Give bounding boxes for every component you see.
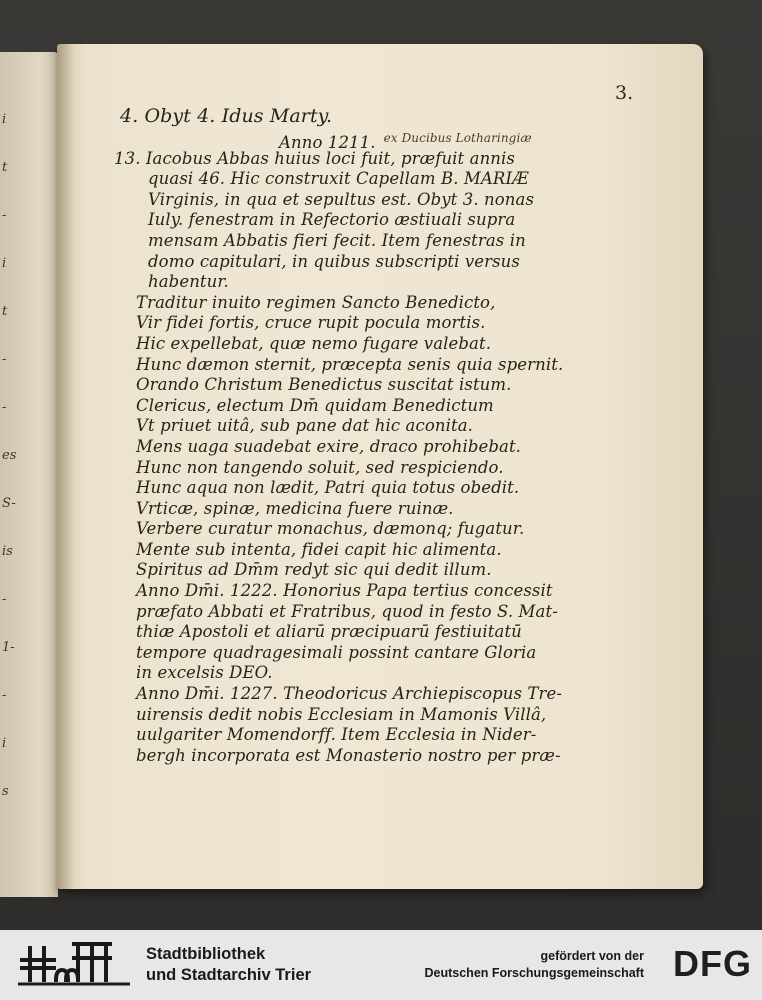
- dfg-logo: DFG: [673, 943, 752, 984]
- institution-line-1: Stadtbibliothek: [146, 945, 266, 963]
- manuscript-line: [114, 149, 694, 170]
- manuscript-line-text: Mente sub intenta, fidei capit hic alimenta.: [136, 539, 502, 559]
- institution-line-2: und Stadtarchiv Trier: [146, 966, 312, 984]
- manuscript-line: [114, 313, 694, 334]
- manuscript-line: [114, 746, 694, 767]
- manuscript-line: [114, 252, 694, 273]
- manuscript-line: [114, 334, 694, 355]
- manuscript-line-text: domo capitulari, in quibus subscripti versus: [148, 251, 520, 271]
- manuscript-line-text: Hunc dæmon sternit, præcepta senis quia spernit.: [136, 354, 564, 374]
- manuscript-line-text: mensam Abbatis fieri fecit. Item fenestras in: [148, 230, 526, 250]
- manuscript-line-text: Virginis, in qua et sepultus est. Obyt 3. nonas: [148, 189, 535, 209]
- manuscript-line: [114, 169, 694, 190]
- manuscript-line-text: 13. Iacobus Abbas huius loci fuit, præfuit annis: [114, 148, 515, 168]
- manuscript-line-text: tempore quadragesimali possint cantare Gloria: [136, 642, 537, 662]
- page-number: 3.: [615, 82, 634, 104]
- manuscript-line-text: quasi 46. Hic construxit Capellam B. MARIÆ: [148, 169, 529, 189]
- left-page-fragment: t: [2, 304, 8, 319]
- manuscript-text: [114, 104, 694, 766]
- manuscript-line: [114, 478, 694, 499]
- manuscript-page: [57, 44, 703, 889]
- manuscript-line-text: Verbere curatur monachus, dæmonq; fugatur.: [136, 519, 525, 539]
- manuscript-line: [114, 272, 694, 293]
- manuscript-line-text: 4. Obyt 4. Idus Marty.: [120, 105, 333, 127]
- left-page-fragment: is: [2, 544, 13, 559]
- manuscript-line-text: uulgariter Momendorff. Item Ecclesia in Nider-: [136, 725, 537, 745]
- left-page-fragment: t: [2, 160, 8, 175]
- manuscript-line: [114, 560, 694, 581]
- funding-line-2: Deutschen Forschungsgemeinschaft: [424, 966, 644, 980]
- manuscript-line: [114, 355, 694, 376]
- manuscript-line: [114, 602, 694, 623]
- manuscript-line-text: Anno 1211.: [279, 133, 376, 152]
- manuscript-line-text: Hic expellebat, quæ nemo fugare valebat.: [136, 333, 492, 353]
- manuscript-line-text: Mens uaga suadebat exire, draco prohibebat.: [136, 436, 522, 456]
- manuscript-line-text: Anno Dm̄i. 1227. Theodoricus Archiepiscopus Tre-: [136, 684, 563, 704]
- left-page-fragment: -: [2, 208, 7, 223]
- manuscript-line: [114, 231, 694, 252]
- manuscript-line-text: Spiritus ad Dm̄m redyt sic qui dedit illum.: [136, 560, 492, 580]
- page-gutter-shadow: [57, 44, 75, 889]
- stadtbibliothek-logo-icon: [16, 938, 134, 994]
- funding-line-1: gefördert von der: [540, 949, 644, 963]
- manuscript-line: [114, 416, 694, 437]
- manuscript-line-text: Iuly. fenestram in Refectorio æstiuali supra: [148, 210, 516, 230]
- left-page-edge: [0, 52, 58, 897]
- manuscript-line-text: habentur.: [148, 272, 229, 292]
- manuscript-line: [114, 663, 694, 684]
- left-page-fragment: s: [2, 784, 9, 799]
- manuscript-line: [114, 725, 694, 746]
- manuscript-line-text: in excelsis DEO.: [136, 663, 273, 683]
- manuscript-line: [114, 684, 694, 705]
- manuscript-line: [114, 210, 694, 231]
- manuscript-line: [114, 540, 694, 561]
- manuscript-line-text: bergh incorporata est Monasterio nostro per præ-: [136, 745, 561, 765]
- manuscript-line: [114, 519, 694, 540]
- manuscript-line: [114, 622, 694, 643]
- manuscript-line: [114, 128, 694, 152]
- manuscript-line: [114, 375, 694, 396]
- manuscript-line-text: Vrticæ, spinæ, medicina fuere ruinæ.: [136, 498, 454, 518]
- left-page-fragment: i: [2, 736, 7, 751]
- left-page-fragment: -: [2, 352, 7, 367]
- manuscript-line-text: Orando Christum Benedictus suscitat istum.: [136, 375, 512, 395]
- left-page-fragment: -: [2, 400, 7, 415]
- manuscript-line-text: Vt priuet uitâ, sub pane dat hic aconita.: [136, 416, 473, 436]
- left-page-fragment: i: [2, 256, 7, 271]
- manuscript-line: [114, 705, 694, 726]
- left-page-fragment: -: [2, 688, 7, 703]
- funding-credit: [425, 948, 645, 982]
- manuscript-line-text: Clericus, electum Dm̄ quidam Benedictum: [136, 395, 494, 415]
- left-page-fragment: 1-: [2, 640, 15, 655]
- left-page-fragment: i: [2, 112, 7, 127]
- left-page-fragment: S-: [2, 496, 16, 511]
- manuscript-line-text: thiæ Apostoli et aliarū præcipuarū festiuitatū: [136, 622, 522, 642]
- manuscript-line: [114, 581, 694, 602]
- manuscript-line: [114, 190, 694, 211]
- institution-name: [146, 944, 311, 986]
- manuscript-line: [114, 458, 694, 479]
- manuscript-line: [114, 437, 694, 458]
- footer-bar: [0, 930, 762, 1000]
- left-page-fragment: -: [2, 592, 7, 607]
- manuscript-line: [114, 643, 694, 664]
- manuscript-line-text: Vir fidei fortis, cruce rupit pocula mortis.: [136, 313, 486, 333]
- manuscript-line-text: Anno Dm̄i. 1222. Honorius Papa tertius concessit: [136, 581, 553, 601]
- manuscript-line: [114, 499, 694, 520]
- manuscript-line-text: Hunc aqua non lædit, Patri quia totus obedit.: [136, 478, 520, 498]
- manuscript-line-text: Traditur inuito regimen Sancto Benedicto,: [136, 292, 496, 312]
- manuscript-line: [114, 104, 694, 128]
- manuscript-line: [114, 293, 694, 314]
- manuscript-line-text: Hunc non tangendo soluit, sed respiciendo.: [136, 457, 504, 477]
- marginal-note: ex Ducibus Lotharingiæ: [383, 131, 532, 145]
- manuscript-line: [114, 396, 694, 417]
- manuscript-line-text: præfato Abbati et Fratribus, quod in festo S. Mat-: [136, 601, 558, 621]
- manuscript-line-text: uirensis dedit nobis Ecclesiam in Mamonis Villâ,: [136, 704, 547, 724]
- left-page-fragment: es: [2, 448, 17, 463]
